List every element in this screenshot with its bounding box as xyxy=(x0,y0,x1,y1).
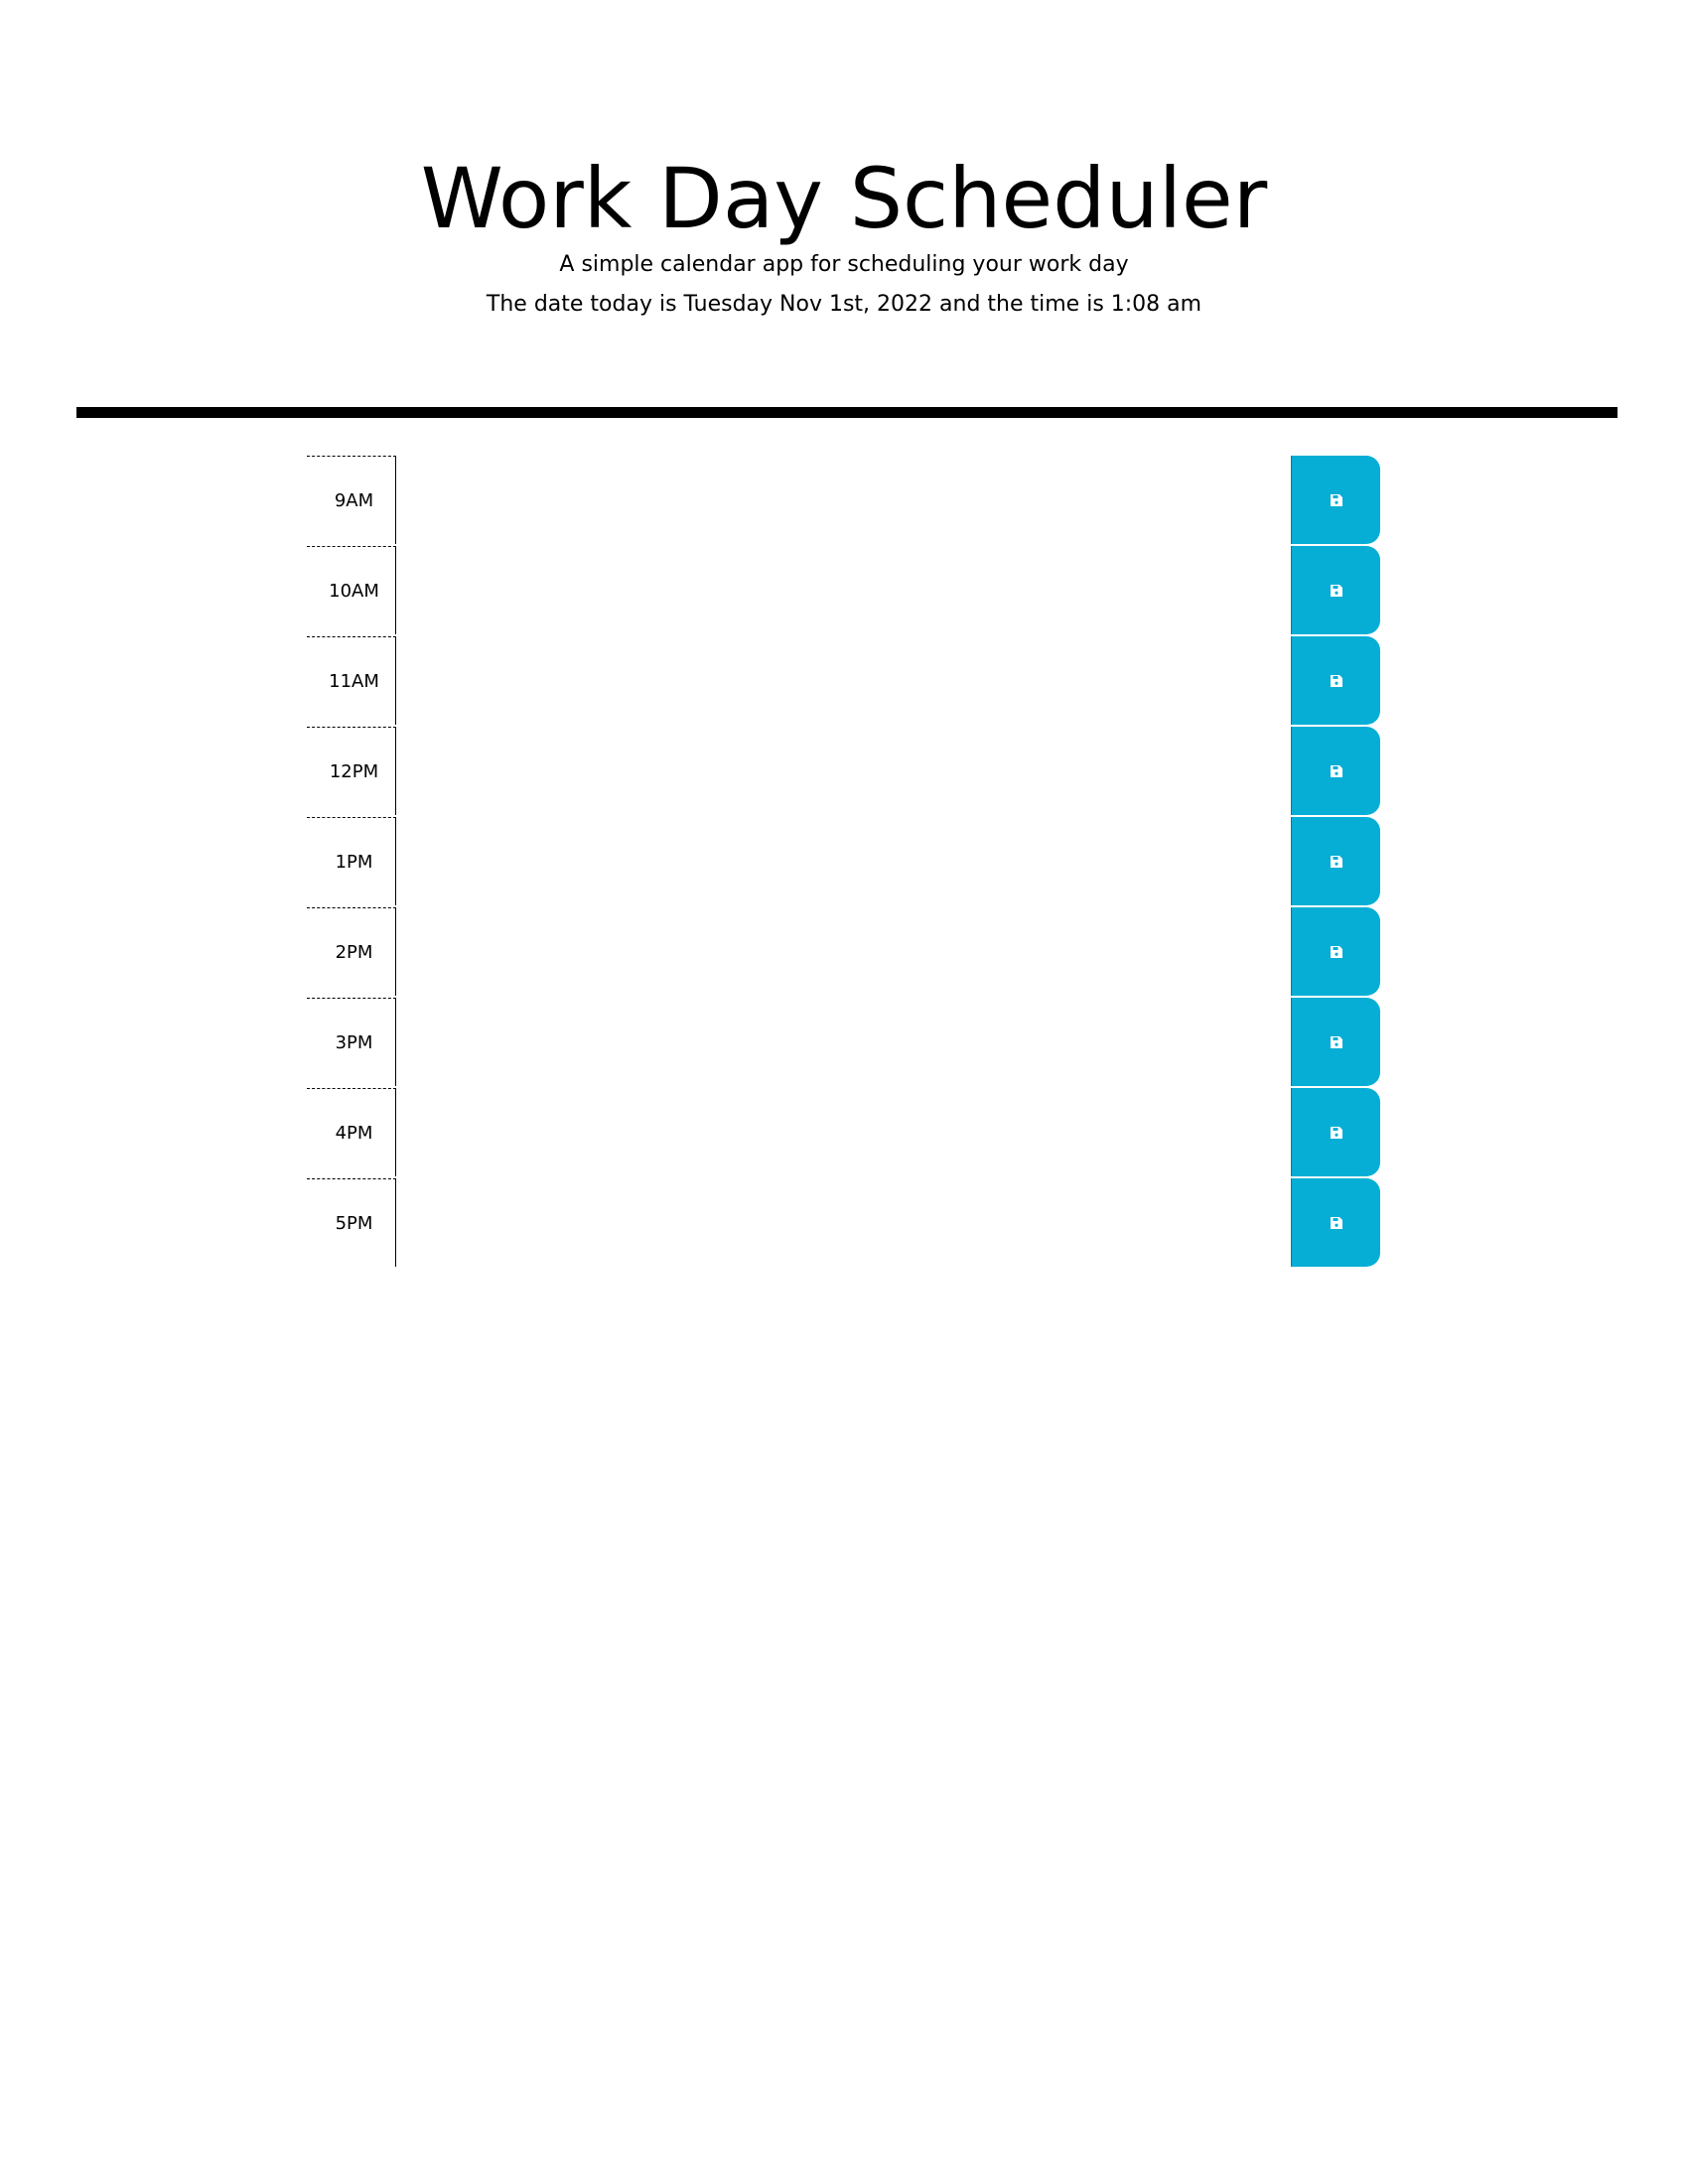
save-icon xyxy=(1330,764,1343,778)
event-description-input[interactable] xyxy=(396,727,1291,815)
current-date-time: The date today is Tuesday Nov 1st, 2022 and the time is 1:08 am xyxy=(486,292,1202,317)
time-block-5pm xyxy=(307,1178,1389,1268)
event-description-input[interactable] xyxy=(396,998,1291,1086)
header-divider xyxy=(76,407,1618,418)
time-block-9am xyxy=(307,456,1389,545)
save-button[interactable] xyxy=(1291,1088,1380,1176)
save-button[interactable] xyxy=(1291,546,1380,634)
save-button[interactable] xyxy=(1291,1178,1380,1267)
time-block-4pm xyxy=(307,1088,1389,1177)
save-icon xyxy=(1330,855,1343,869)
time-block-12pm xyxy=(307,727,1389,816)
save-button[interactable] xyxy=(1291,456,1380,544)
save-icon xyxy=(1330,1126,1343,1140)
event-description-input[interactable] xyxy=(396,546,1291,634)
hour-label: 9AM xyxy=(307,456,396,544)
hour-label: 3PM xyxy=(307,998,396,1086)
event-description-input[interactable] xyxy=(396,456,1291,544)
hour-label: 10AM xyxy=(307,546,396,634)
save-icon xyxy=(1330,945,1343,959)
time-block-11am xyxy=(307,636,1389,726)
event-description-input[interactable] xyxy=(396,1088,1291,1176)
hour-label: 5PM xyxy=(307,1178,396,1267)
save-button[interactable] xyxy=(1291,817,1380,905)
save-button[interactable] xyxy=(1291,727,1380,815)
event-description-input[interactable] xyxy=(396,1178,1291,1267)
event-description-input[interactable] xyxy=(396,636,1291,725)
time-block-3pm xyxy=(307,998,1389,1087)
page-title: Work Day Scheduler xyxy=(420,150,1268,247)
save-icon xyxy=(1330,1216,1343,1230)
save-icon xyxy=(1330,1035,1343,1049)
event-description-input[interactable] xyxy=(396,817,1291,905)
save-icon xyxy=(1330,493,1343,507)
save-icon xyxy=(1330,584,1343,598)
event-description-input[interactable] xyxy=(396,907,1291,996)
hour-label: 2PM xyxy=(307,907,396,996)
save-icon xyxy=(1330,674,1343,688)
hour-label: 1PM xyxy=(307,817,396,905)
save-button[interactable] xyxy=(1291,636,1380,725)
save-button[interactable] xyxy=(1291,998,1380,1086)
hour-label: 4PM xyxy=(307,1088,396,1176)
page-subtitle: A simple calendar app for scheduling your work day xyxy=(559,252,1129,277)
hour-label: 12PM xyxy=(307,727,396,815)
time-block-2pm xyxy=(307,907,1389,997)
save-button[interactable] xyxy=(1291,907,1380,996)
time-block-1pm xyxy=(307,817,1389,906)
schedule-container xyxy=(307,456,1389,1269)
time-block-10am xyxy=(307,546,1389,635)
hour-label: 11AM xyxy=(307,636,396,725)
